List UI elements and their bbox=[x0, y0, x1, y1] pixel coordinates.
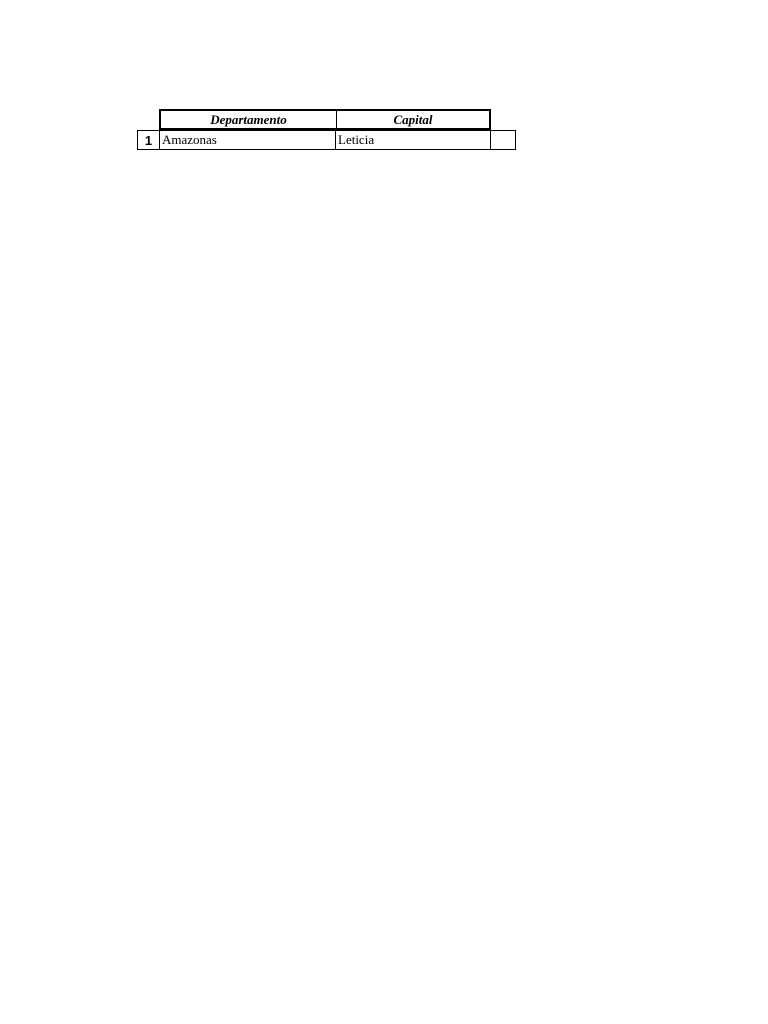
status-cell[interactable] bbox=[490, 130, 516, 150]
row-number-cell[interactable]: 1 bbox=[137, 130, 159, 150]
table-row bbox=[0, 130, 768, 150]
table-header bbox=[159, 109, 491, 130]
header-capital: Capital bbox=[393, 111, 433, 127]
departamento-cell[interactable]: Amazonas bbox=[159, 130, 335, 150]
capital-cell[interactable]: Leticia bbox=[335, 130, 490, 150]
header-departamento: Departamento bbox=[161, 111, 337, 128]
